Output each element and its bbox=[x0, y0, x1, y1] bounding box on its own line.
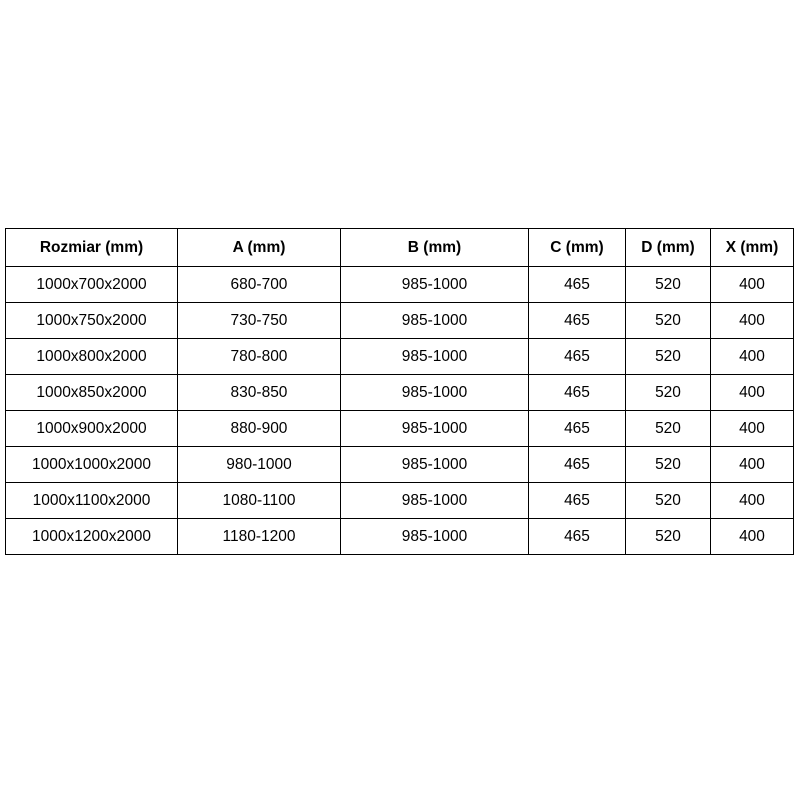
table-cell: 400 bbox=[711, 447, 794, 483]
column-header: D (mm) bbox=[626, 229, 711, 267]
table-cell: 985-1000 bbox=[341, 447, 529, 483]
table-cell: 1000x900x2000 bbox=[6, 411, 178, 447]
table-cell: 520 bbox=[626, 519, 711, 555]
table-cell: 400 bbox=[711, 375, 794, 411]
table-cell: 465 bbox=[529, 267, 626, 303]
column-header: A (mm) bbox=[178, 229, 341, 267]
table-cell: 985-1000 bbox=[341, 267, 529, 303]
table-cell: 465 bbox=[529, 375, 626, 411]
column-header: B (mm) bbox=[341, 229, 529, 267]
table-cell: 465 bbox=[529, 303, 626, 339]
table-cell: 520 bbox=[626, 483, 711, 519]
table-cell: 985-1000 bbox=[341, 375, 529, 411]
column-header: X (mm) bbox=[711, 229, 794, 267]
table-cell: 1000x1000x2000 bbox=[6, 447, 178, 483]
table-cell: 985-1000 bbox=[341, 411, 529, 447]
table-cell: 1000x850x2000 bbox=[6, 375, 178, 411]
table-cell: 400 bbox=[711, 303, 794, 339]
table-row bbox=[6, 267, 794, 303]
table-cell: 985-1000 bbox=[341, 519, 529, 555]
table-cell: 520 bbox=[626, 375, 711, 411]
table-row bbox=[6, 483, 794, 519]
table-cell: 520 bbox=[626, 411, 711, 447]
table-row bbox=[6, 375, 794, 411]
table-cell: 780-800 bbox=[178, 339, 341, 375]
table-row bbox=[6, 519, 794, 555]
table-cell: 400 bbox=[711, 519, 794, 555]
table-cell: 1000x800x2000 bbox=[6, 339, 178, 375]
table-cell: 400 bbox=[711, 411, 794, 447]
table-cell: 520 bbox=[626, 447, 711, 483]
table-row bbox=[6, 411, 794, 447]
table-row bbox=[6, 303, 794, 339]
table-cell: 465 bbox=[529, 483, 626, 519]
table-body bbox=[6, 267, 794, 555]
column-header: C (mm) bbox=[529, 229, 626, 267]
table-row bbox=[6, 447, 794, 483]
table-cell: 1080-1100 bbox=[178, 483, 341, 519]
table-cell: 980-1000 bbox=[178, 447, 341, 483]
table-cell: 465 bbox=[529, 411, 626, 447]
table-cell: 465 bbox=[529, 447, 626, 483]
table-cell: 520 bbox=[626, 267, 711, 303]
table-cell: 400 bbox=[711, 483, 794, 519]
table-cell: 400 bbox=[711, 267, 794, 303]
table-row bbox=[6, 339, 794, 375]
table-header-row bbox=[6, 229, 794, 267]
table-cell: 985-1000 bbox=[341, 303, 529, 339]
dimensions-table bbox=[5, 228, 794, 555]
table-cell: 1180-1200 bbox=[178, 519, 341, 555]
table-cell: 730-750 bbox=[178, 303, 341, 339]
table-cell: 830-850 bbox=[178, 375, 341, 411]
column-header: Rozmiar (mm) bbox=[6, 229, 178, 267]
table-cell: 680-700 bbox=[178, 267, 341, 303]
table-cell: 1000x750x2000 bbox=[6, 303, 178, 339]
table-cell: 880-900 bbox=[178, 411, 341, 447]
table-cell: 1000x700x2000 bbox=[6, 267, 178, 303]
table-cell: 1000x1200x2000 bbox=[6, 519, 178, 555]
table-cell: 1000x1100x2000 bbox=[6, 483, 178, 519]
table-cell: 985-1000 bbox=[341, 339, 529, 375]
table-header bbox=[6, 229, 794, 267]
table-cell: 465 bbox=[529, 339, 626, 375]
table-cell: 985-1000 bbox=[341, 483, 529, 519]
table-cell: 400 bbox=[711, 339, 794, 375]
table-cell: 520 bbox=[626, 339, 711, 375]
table-cell: 465 bbox=[529, 519, 626, 555]
table-cell: 520 bbox=[626, 303, 711, 339]
